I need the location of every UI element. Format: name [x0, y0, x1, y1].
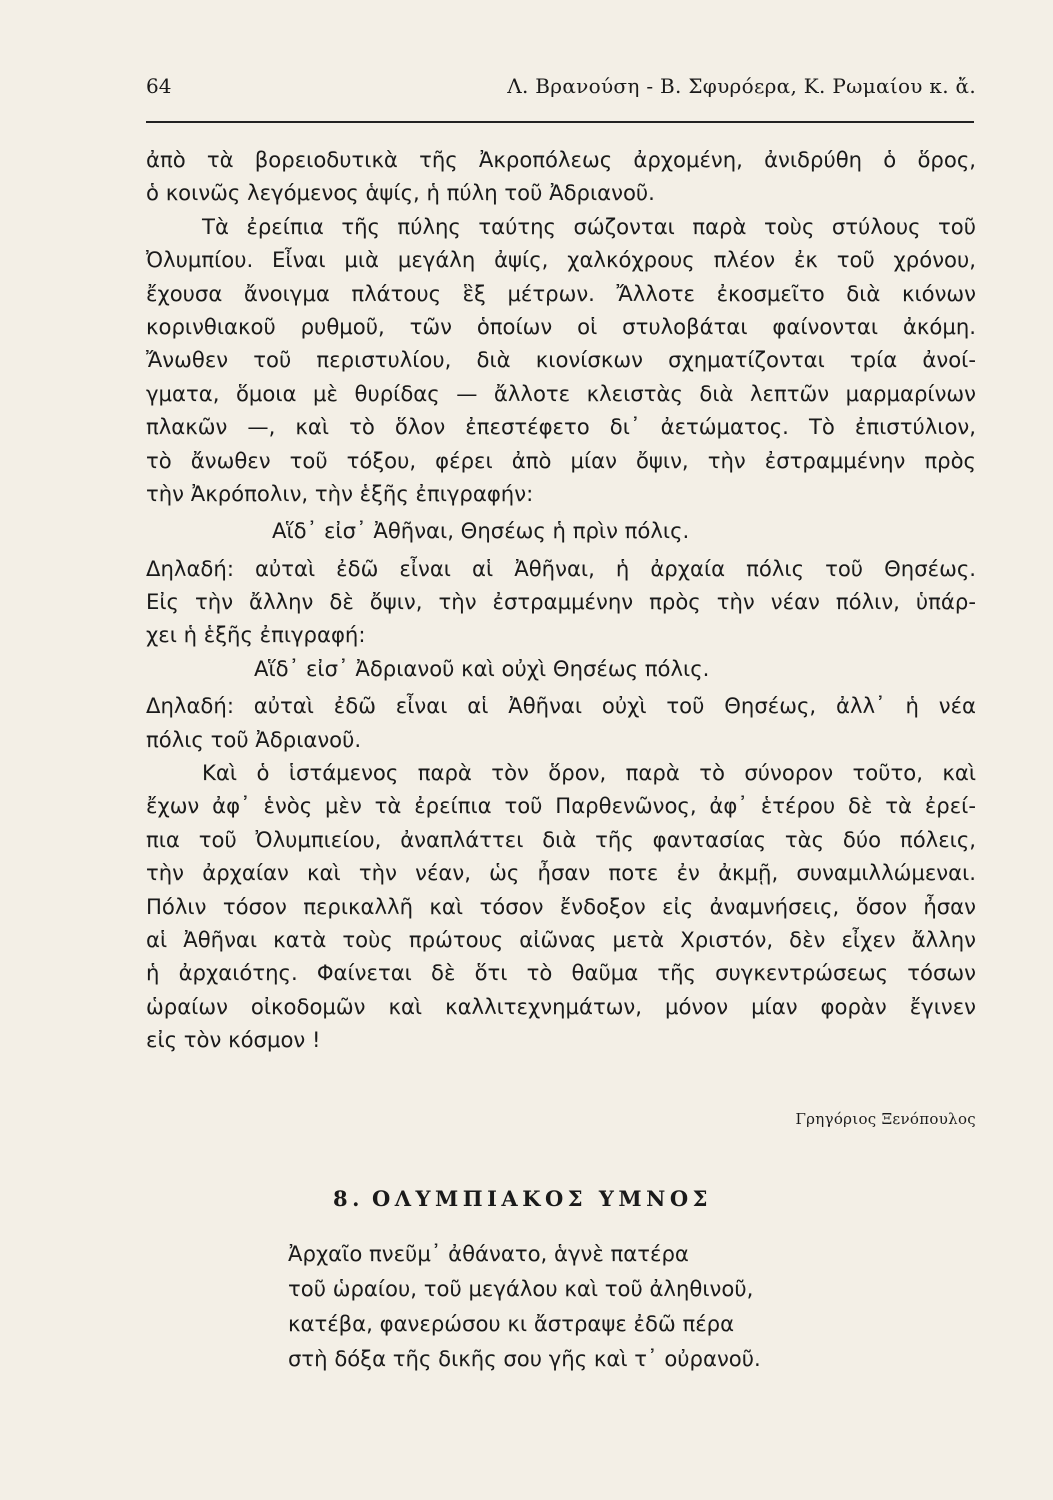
- text-line: Εἰς τὴν ἄλλην δὲ ὄψιν, τὴν ἐστραμμένην πρὸς τὴν νέαν πόλιν, ὑπάρ-: [146, 589, 976, 615]
- inscription-line: Αἵδ᾿ εἰσ᾿ Ἀδριανοῦ καὶ οὐχὶ Θησέως πόλις.: [254, 655, 710, 681]
- text-line: πια τοῦ Ὀλυμπιείου, ἀναπλάττει διὰ τῆς φαντασίας τὰς δύο πόλεις,: [146, 826, 976, 852]
- poem-block: [288, 1236, 761, 1376]
- section-heading: ΟΛΥΜΠΙΑΚΟΣ ΥΜΝΟΣ: [371, 1186, 712, 1211]
- text-line: Τὰ ἐρείπια τῆς πύλης ταύτης σώζονται παρὰ τοὺς στύλους τοῦ: [202, 213, 976, 239]
- text-line: Ἄνωθεν τοῦ περιστυλίου, διὰ κιονίσκων σχηματίζονται τρία ἀνοί-: [146, 347, 976, 373]
- prose-body: [146, 143, 976, 1057]
- poem-line: κατέβα, φανερώσου κι ἄστραψε ἐδῶ πέρα: [288, 1311, 735, 1336]
- text-line: ἔχων ἀφ᾿ ἑνὸς μὲν τὰ ἐρείπια τοῦ Παρθενῶνος, ἀφ᾿ ἑτέρου δὲ τὰ ἐρεί-: [146, 793, 976, 819]
- header-rule: [146, 121, 974, 123]
- text-line: τὴν Ἀκρόπολιν, τὴν ἑξῆς ἐπιγραφήν:: [146, 480, 534, 506]
- text-line: Δηλαδή: αὐταὶ ἐδῶ εἶναι αἱ Ἀθῆναι, ἡ ἀρχαία πόλις τοῦ Θησέως.: [146, 555, 976, 581]
- running-head: Λ. Βρανούση - Β. Σφυρόερα, Κ. Ρωμαίου κ. ἄ.: [507, 74, 976, 98]
- inscription-line: Αἵδ᾿ εἰσ᾿ Ἀθῆναι, Θησέως ἡ πρὶν πόλις.: [272, 518, 690, 544]
- poem-line: τοῦ ὡραίου, τοῦ μεγάλου καὶ τοῦ ἀληθινοῦ,: [288, 1276, 754, 1301]
- text-line: ἔχουσα ἄνοιγμα πλάτους ἓξ μέτρων. Ἄλλοτε ἐκοσμεῖτο διὰ κιόνων: [146, 280, 976, 306]
- text-line: κορινθιακοῦ ρυθμοῦ, τῶν ὁποίων οἱ στυλοβάται φαίνονται ἀκόμη.: [146, 313, 976, 339]
- text-line: χει ἡ ἑξῆς ἐπιγραφή:: [146, 622, 366, 648]
- text-line: ἡ ἀρχαιότης. Φαίνεται δὲ ὅτι τὸ θαῦμα τῆς συγκεντρώσεως τόσων: [146, 960, 976, 986]
- page-number: 64: [146, 74, 172, 98]
- section-number: 8.: [333, 1186, 364, 1211]
- text-line: ἀπὸ τὰ βορειοδυτικὰ τῆς Ἀκροπόλεως ἀρχομένη, ἀνιδρύθη ὁ ὅρος,: [146, 147, 976, 172]
- poem-line: στὴ δόξα τῆς δικῆς σου γῆς καὶ τ᾿ οὐρανοῦ.: [288, 1346, 761, 1371]
- text-line: εἰς τὸν κόσμον !: [146, 1027, 321, 1053]
- text-line: ὁ κοινῶς λεγόμενος ἁψίς, ἡ πύλη τοῦ Ἀδριανοῦ.: [146, 180, 655, 206]
- text-line: Πόλιν τόσον περικαλλῆ καὶ τόσον ἔνδοξον εἰς ἀναμνήσεις, ὅσον ἦσαν: [146, 893, 976, 919]
- poem-line: Ἀρχαῖο πνεῦμ᾿ ἀθάνατο, ἁγνὲ πατέρα: [288, 1241, 689, 1266]
- text-line: τὸ ἄνωθεν τοῦ τόξου, φέρει ἀπὸ μίαν ὄψιν, τὴν ἐστραμμένην πρὸς: [146, 447, 976, 473]
- text-line: Ὀλυμπίου. Εἶναι μιὰ μεγάλη ἀψίς, χαλκόχρους πλέον ἐκ τοῦ χρόνου,: [146, 247, 976, 273]
- text-line: πόλις τοῦ Ἀδριανοῦ.: [146, 726, 362, 752]
- text-line: Δηλαδή: αὐταὶ ἐδῶ εἶναι αἱ Ἀθῆναι οὐχὶ τοῦ Θησέως, ἀλλ᾿ ἡ νέα: [146, 693, 976, 719]
- text-line: πλακῶν —, καὶ τὸ ὅλον ἐπεστέφετο δι᾿ ἀετώματος. Τὸ ἐπιστύλιον,: [146, 414, 976, 440]
- text-line: Καὶ ὁ ἱστάμενος παρὰ τὸν ὅρον, παρὰ τὸ σύνορον τοῦτο, καὶ: [202, 760, 976, 786]
- text-line: γματα, ὅμοια μὲ θυρίδας — ἄλλοτε κλειστὰς διὰ λεπτῶν μαρμαρίνων: [146, 380, 976, 406]
- text-line: αἱ Ἀθῆναι κατὰ τοὺς πρώτους αἰῶνας μετὰ Χριστόν, δὲν εἶχεν ἄλλην: [146, 926, 976, 952]
- text-line: ὡραίων οἰκοδομῶν καὶ καλλιτεχνημάτων, μόνον μίαν φορὰν ἔγινεν: [146, 993, 976, 1019]
- page-header: [146, 74, 976, 104]
- text-line: τὴν ἀρχαίαν καὶ τὴν νέαν, ὡς ἦσαν ποτε ἐν ἀκμῇ, συναμιλλώμεναι.: [146, 860, 976, 886]
- section-title: [0, 1186, 1053, 1211]
- author-signature: Γρηγόριος Ξενόπουλος: [795, 1110, 976, 1128]
